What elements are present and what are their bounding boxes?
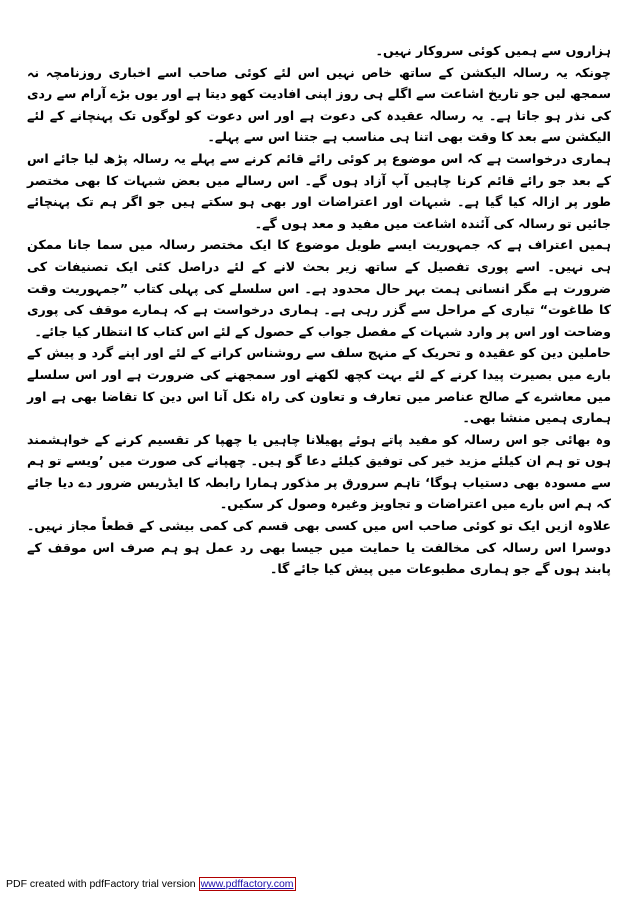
paragraph-6: وہ بھائی جو اس رسالہ کو مفید پاتے ہوئے پھیلانا چاہیں یا چھپا کر تقسیم کرنے کے خواہشمند ہوں تو ہم ان کیلئے مزید خیر کی توفیق کیلئے دعا گو ہیں۔ چھپانے کی صورت میں ’ویسے تو ہم سے مسودہ بھی دستیاب ہوگا‘ تاہم سرورق پر مذکور ہمارا رابطہ کا ایڈریس ضرور دے دیا جائے کہ ہم اس بارے میں اعتراضات و تجاویز وغیرہ وصول کر سکیں۔ — [27, 431, 611, 512]
pdffactory-link[interactable]: www.pdffactory.com — [200, 878, 294, 890]
paragraph-4: ہمیں اعتراف ہے کہ جمہوریت ایسے طویل موضوع کا ایک مختصر رسالہ میں سما جانا ممکن ہی نہیں۔ اسے پوری تفصیل کے ساتھ زیر بحث لانے کے لئے دراصل کئی ایک تصنیفات کی ضرورت ہے مگر انسانی ہمت بہر حال محدود ہے۔ اس سلسلے کی پہلی کتاب ”جمہوریت وقت کا طاغوت“ تیاری کے مراحل سے گزر رہی ہے۔ ہماری درخواست ہے کہ ہمارے موقف کی پوری وضاحت اور اس پر وارد شبہات کے مفصل جواب کے حصول کے لئے اس کتاب کا انتظار کیا جائے۔ — [27, 237, 611, 339]
pdf-footer — [6, 878, 296, 891]
paragraph-2: چونکہ یہ رسالہ الیکشن کے ساتھ خاص نہیں اس لئے کوئی صاحب اسے اخباری روزنامچہ نہ سمجھ لیں جو تاریخ اشاعت سے اگلے ہی روز اپنی افادیت کھو دیتا ہے اور یوں بڑے آرام سے ردی کی نذر ہو جاتا ہے۔ یہ رسالہ عقیدہ کی دعوت ہے اور اس دعوت کو لوگوں تک پہنچانے کے لئے الیکشن سے بعد کا وقت بھی اتنا ہی مناسب ہے جتنا اس سے پہلے۔ — [27, 64, 611, 145]
paragraph-5: حاملین دین کو عقیدہ و تحریک کے منہج سلف سے روشناس کرانے کے لئے اور اپنے گرد و پیش کے بارے میں بصیرت پیدا کرنے کے لئے بہت کچھ لکھنے اور سمجھنے کی ضرورت ہے اور اس سلسلے میں معاشرے کے صالح عناصر میں تعارف و تعاون کی راہ نکل آنا اس دین کا تقاضا بھی ہے اور ہماری ہمیں منشا بھی۔ — [27, 345, 611, 426]
paragraph-3: ہماری درخواست ہے کہ اس موضوع پر کوئی رائے قائم کرنے سے پہلے یہ رسالہ پڑھ لیا جائے اس کے بعد جو رائے قائم کرنا چاہیں آپ آزاد ہوں گے۔ اس رسالے میں بعض شبہات کا بھی مختصر طور پر ازالہ کیا گیا ہے۔ شبہات اور اعتراضات اور بھی ہو سکتے ہیں جو اگر ہم تک پہنچائے جائیں تو رسالہ کی آئندہ اشاعت میں مفید و معد ہوں گے۔ — [27, 150, 611, 231]
paragraph-7: علاوہ ازیں ایک تو کوئی صاحب اس میں کسی بھی قسم کی کمی بیشی کے قطعاً مجاز نہیں۔ دوسرا اس رسالہ کی مخالفت یا حمایت میں جیسا بھی رد عمل ہو ہم صرف اس موقف کے پابند ہوں گے جو ہماری مطبوعات میں پیش کیا جائے گا۔ — [27, 518, 611, 577]
paragraph-1: ہزاروں سے ہمیں کوئی سروکار نہیں۔ — [375, 43, 611, 58]
footer-text: PDF created with pdfFactory trial version — [6, 878, 199, 890]
document-body — [27, 40, 611, 580]
